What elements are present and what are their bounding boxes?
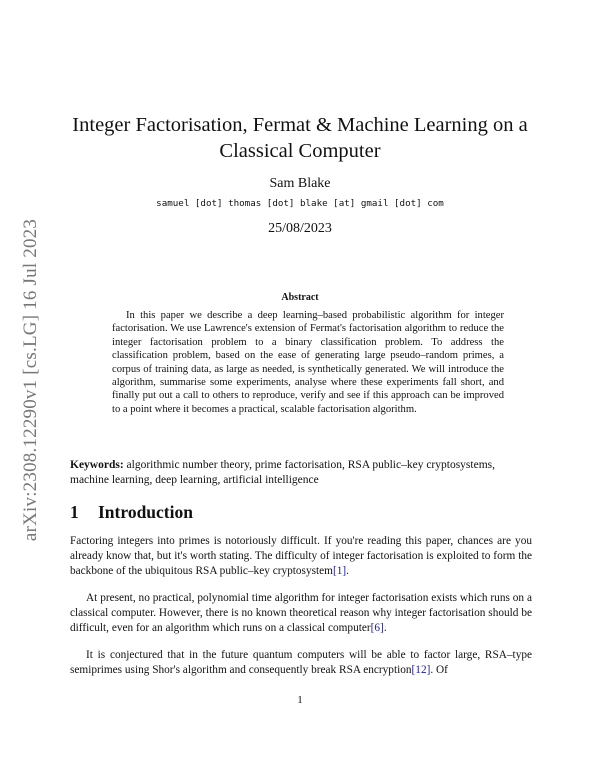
page-number: 1 — [297, 694, 303, 706]
paragraph-text: It is conjectured that in the future quantum computers will be able to factor large, RSA–type semiprimes using Shor's algorithm and consequently break RSA encryption — [70, 649, 532, 676]
author-email: samuel [dot] thomas [dot] blake [at] gmail [dot] com — [156, 198, 444, 209]
abstract-body: In this paper we describe a deep learning–based probabilistic algorithm for integer factorisation. We use Lawrence's extension of Fermat's factorisation algorithm to reduce the integer factorisation problem to a binary classification problem. To address the classification problem, based on the ease of generating large pseudo–random primes, a corpus of training data, as large as needed, is synthetically generated. We will introduce the algorithm, summarise some experiments, analyse where these experiments fall short, and finally put out a call to others to reproduce, verify and see if this approach can be improved to a point where it becomes a practical, scalable factorisation algorithm. — [112, 310, 504, 415]
intro-paragraph-2 — [70, 591, 532, 636]
paper-date: 25/08/2023 — [268, 221, 332, 236]
section-title: Introduction — [98, 502, 193, 522]
intro-paragraph-3 — [70, 648, 532, 678]
citation-link[interactable]: [12] — [411, 664, 431, 676]
citation-link[interactable]: [1] — [332, 565, 347, 577]
paragraph-text: At present, no practical, polynomial time algorithm for integer factorisation exists which runs on a classical computer. However, there is no known theoretical reason why integer factorisation should be difficult, even for an algorithm which runs on a classical computer — [70, 592, 532, 634]
author-name: Sam Blake — [269, 176, 331, 191]
paragraph-end: . Of — [430, 664, 448, 676]
arxiv-id-text: arXiv:2308.12290v1 [cs.LG] 16 Jul 2023 — [20, 218, 41, 542]
section-heading — [70, 502, 534, 523]
intro-paragraph-1 — [70, 534, 532, 579]
citation-link[interactable]: [6] — [370, 622, 384, 634]
paragraph-end: . — [346, 565, 349, 577]
keywords-label: Keywords: — [70, 459, 124, 471]
paragraph-text: Factoring integers into primes is notoriously difficult. If you're reading this paper, chances are you already know that, but it's worth stating. The difficulty of integer factorisation is exploited to form the backbone of the ubiquitous RSA public–key cryptosystem — [70, 535, 532, 577]
abstract-heading: Abstract — [281, 292, 319, 303]
paragraph-end: . — [383, 622, 387, 634]
section-number: 1 — [70, 502, 79, 522]
keywords — [70, 458, 534, 488]
keywords-text: algorithmic number theory, prime factorisation, RSA public–key cryptosystems, machine learning, deep learning, artificial intelligence — [70, 459, 496, 486]
paper-title: Integer Factorisation, Fermat & Machine Learning on a Classical Computer — [72, 114, 528, 162]
arxiv-sidebar-stamp — [14, 210, 48, 550]
